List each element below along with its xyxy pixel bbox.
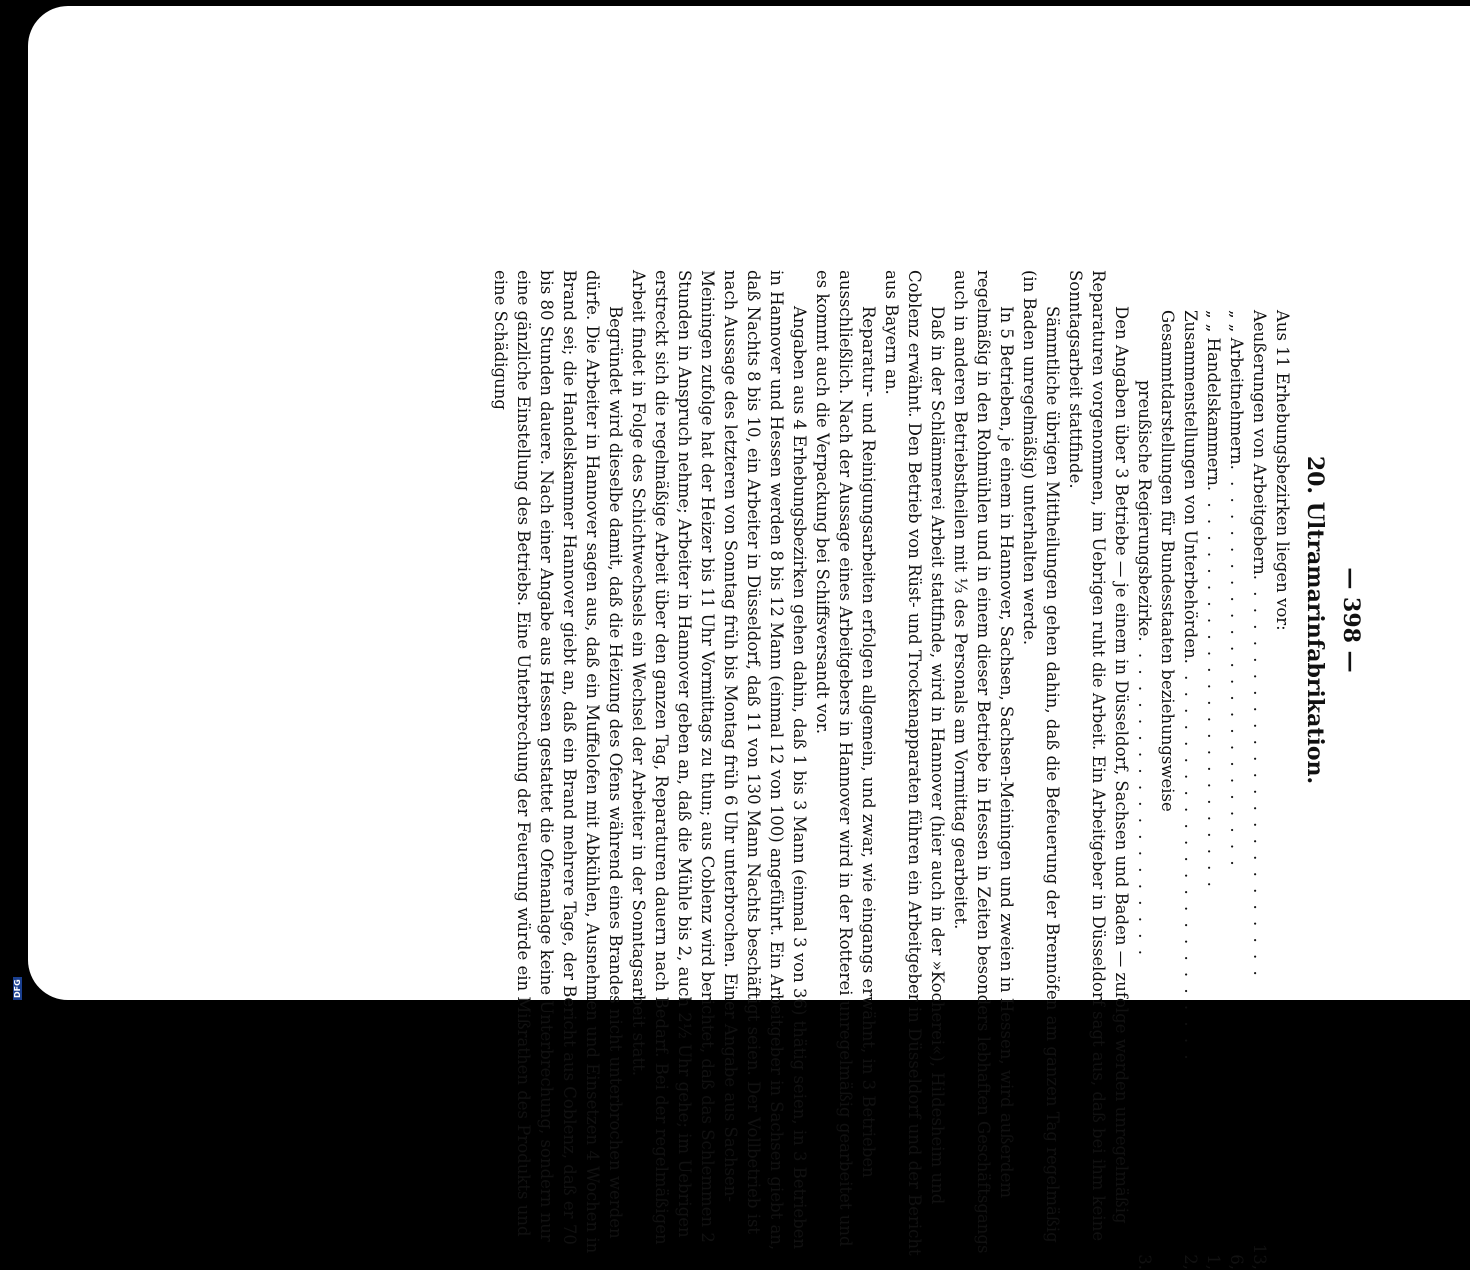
paragraph: Sämmtliche übrigen Mittheilungen gehen dahin, daß die Befeuerung der Brennöfen am ganzen Tag regelmäßig (in Baden unregelmäßig) unterhalten werde. [1020,270,1062,1243]
paragraph: Den Angaben über 3 Betriebe — je einem in Düsseldorf, Sachsen und Baden — zufolge werden unregelmäßig Reparaturen vorgenommen, im Uebrigen ruht die Arbeit. Ein Arbeitgeber in Düsseldorf sagt aus, daß bei ihm keine Sonntagsarbeit stattfinde. [1066,270,1131,1242]
paragraph: Daß in der Schlämmerei Arbeit stattfinde, wird in Hannover (hier auch in der »Kocherei«), Hildesheim und Coblenz erwähnt. Den Betrieb von Rüst- und Trockenapparaten führen ein Arbeitgeber in Düsseldorf und der Bericht aus Bayern an. [882,270,947,1256]
row-count: 3. [1135,1254,1154,1270]
rotated-document-page [184,260,1364,1270]
row-label: preußische Regierungsbezirke [1135,380,1154,637]
row-count: 2, [1181,1254,1200,1270]
row-count: 1, [1204,1254,1223,1270]
row-count: 13, [1250,1243,1269,1270]
leader-dots: . . . . . . . . . . . . . . . . . . . . . . . . . [1250,574,1269,979]
row-label: Zusammenstellungen von Unterbehörden [1181,310,1200,659]
leader-dots: . . . . . . . . . . . . . . . . . . . . [1135,636,1154,958]
paragraph: Begründet wird dieselbe damit, daß die Heizung des Ofens während eines Brandes nicht unterbrochen werden dürfe. Die Arbeiter in Hannover sagen aus, daß ein Muffelofen mit Abkühlen, Ausnehmen und Einsetzen 4 Wochen in Brand sei; die Handelskammer Hannover giebt an, daß ein Brand mehrere Tage, der Bericht aus Coblenz, daß er 70 bis 80 Stunden dauere. Nach einer Angabe aus Hessen gestattet die Ofenanlage keine Unterbrechung, sondern nur eine gänzliche Einstellung des Betriebs. Eine Unterbrechung der Feuerung würde ein Mißrathen des Produkts und eine Schädigung [491,270,625,1254]
paragraph: In 5 Betrieben, je einem in Hannover, Sachsen, Sachsen-Meiningen und zweien in Hessen, wird außerdem regelmäßig in den Rohmühlen und in einem dieser Betriebe in Hessen in Zeiten besonders lebhaften Geschäftsgangs auch in anderen Betriebstheilen mit ⅓ des Personals am Vormittag gearbeitet. [951,270,1016,1254]
table-row [1156,270,1179,1270]
row-label: Aeußerungen von Arbeitgebern [1250,310,1269,575]
row-count: 6, [1227,1254,1246,1270]
table-row [1179,270,1202,1270]
paragraph: Reparatur- und Reinigungsarbeiten erfolgen allgemein, und zwar, wie eingangs erwähnt, in 3 Betrieben ausschließlich. Nach der Aussage eines Arbeitgebers in Hannover wird in der Rotterei unregelmäßig gearbeitet und es kommt auch die Verpackung bei Schiffsversandt vor. [813,270,878,1247]
table-row [1202,270,1225,1270]
page-number: — 398 — [1338,567,1364,673]
digitization-credit [12,0,26,1000]
row-count [1156,812,1179,852]
leader-dots: . . . . . . . . . . . . . . . . . . . . . . . . . [1227,464,1246,869]
row-label: „ „ Handelskammern [1204,310,1223,486]
paragraph: Angaben aus 4 Erhebungsbezirken gehen dahin, daß 1 bis 3 Mann (einmal 3 von 36) thätig seien, in 3 Betrieben in Hannover und Hessen werden 8 bis 12 Mann (einmal 12 von 100) angeführt. Ein Arbeitgeber in Sachsen giebt an, daß Nachts 8 bis 10, ein Arbeiter in Düsseldorf, daß 11 von 130 Mann Nachts beschäftigt seien. Der Vollbetrieb ist nach Aussage des letzteren von Sonntag früh bis Montag früh 6 Uhr unterbrochen. Einer Angabe aus Sachsen-Meiningen zufolge hat der Heizer bis 11 Uhr Vormittags zu thun; aus Coblenz wird berichtet, daß das Schlemmen 2 Stunden in Anspruch nehme; Arbeiter in Hannover geben an, daß die Mühle bis 2, auch 2½ Uhr gehe; im Uebrigen erstreckt sich die regelmäßige Arbeit über den ganzen Tag, Reparaturen dauern nach Bedarf. Bei der regelmäßigen Arbeit findet in Folge des Schichtwechsels ein Wechsel der Arbeiter in der Sonntagsarbeit statt. [629,270,809,1251]
row-label: Gesammtdarstellungen für Bundesstaaten beziehungsweise [1158,310,1177,812]
page-body [489,270,1294,1270]
table-row [1133,270,1156,1270]
table-row [1248,270,1271,1270]
dfg-logo: DFG [13,979,22,998]
section-heading: 20. Ultramarinfabrikation. [1302,455,1328,785]
table-row [1225,270,1248,1270]
leader-dots: . . . . . . . . . . . . . . . . . . . . . . . . . [1181,658,1200,1063]
leader-dots: . . . . . . . . . . . . . . . . . . . . . . . . . [1204,485,1223,890]
credit-text: Digitalisierung gefördert durch die Deutsche Forschungsgemeinschaft - [12,567,23,974]
intro-line: Aus 11 Erhebungsbezirken liegen vor: [1273,310,1292,631]
row-label: „ „ Arbeitnehmern [1227,310,1246,465]
